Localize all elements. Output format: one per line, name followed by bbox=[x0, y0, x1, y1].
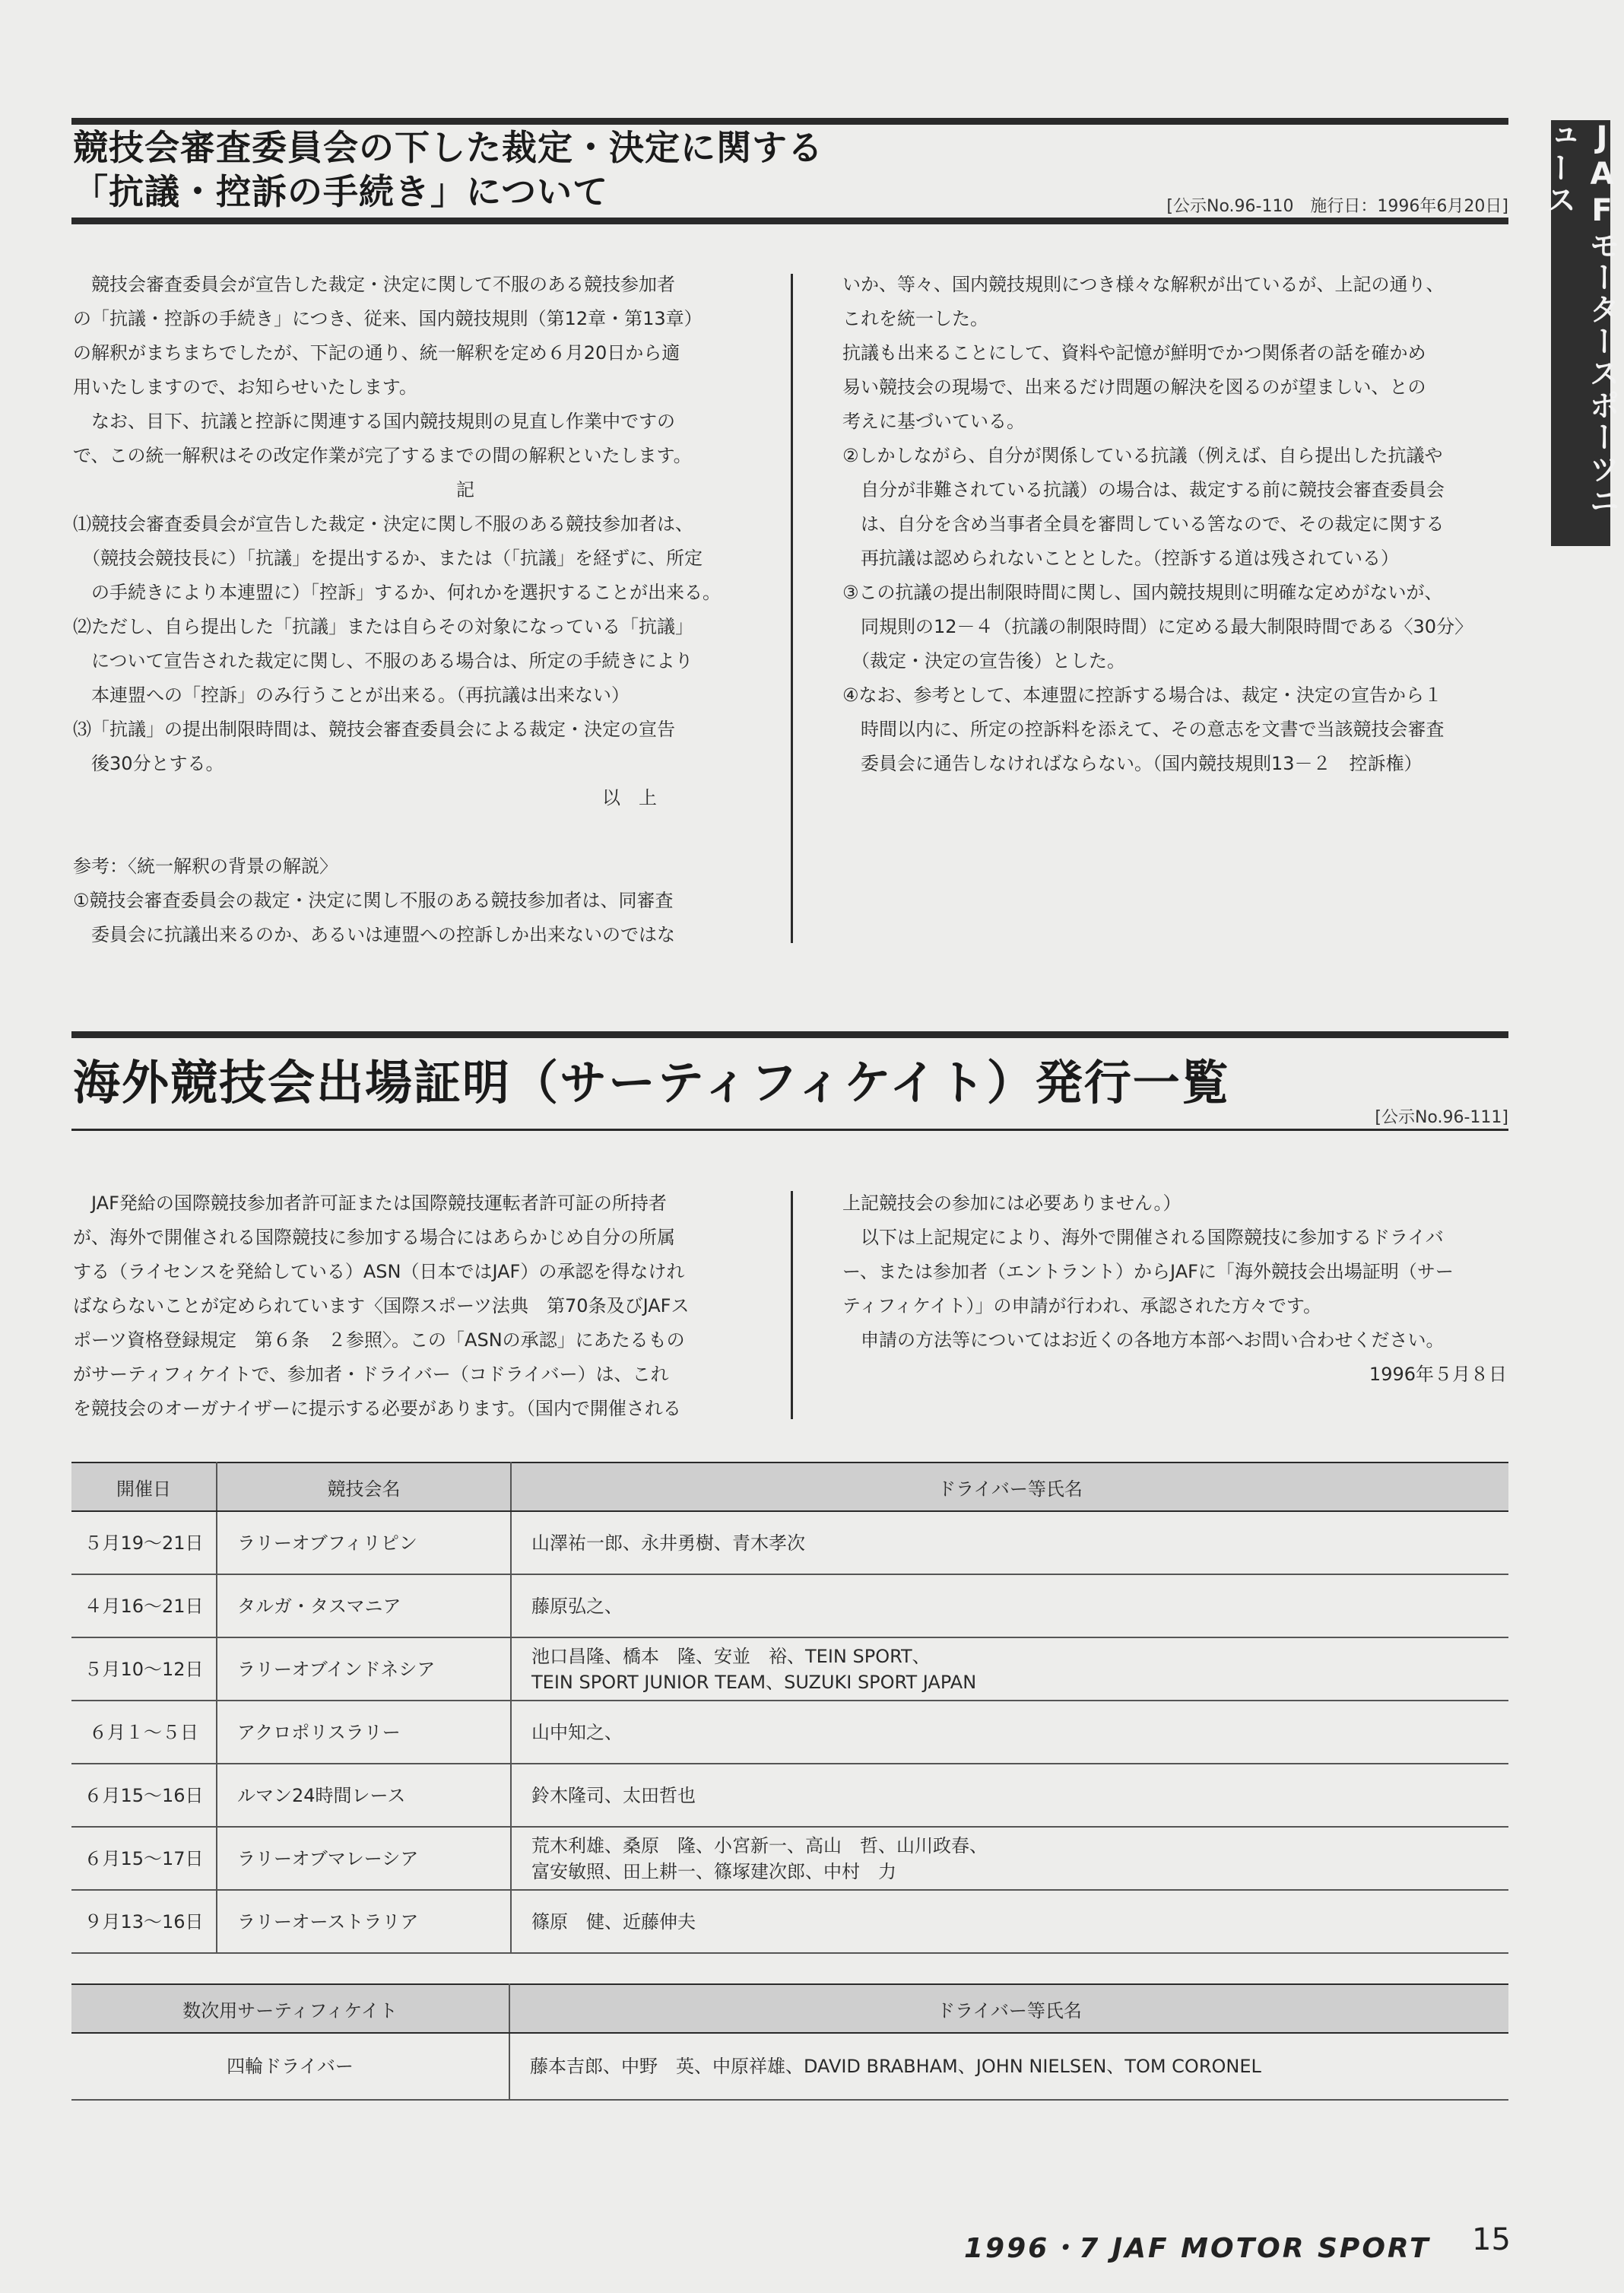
text-line: （競技会競技長に）「抗議」を提出するか、または（「抗議」を経ずに、所定 bbox=[73, 548, 703, 569]
text-line: なお、目下、抗議と控訴に関連する国内競技規則の見直し作業中ですの bbox=[73, 411, 675, 432]
text-line: 後30分とする。 bbox=[73, 753, 224, 774]
cell-drivers bbox=[511, 1827, 1508, 1890]
section1-column-divider bbox=[791, 274, 793, 943]
section2-left-column bbox=[73, 1186, 757, 1426]
header-drivers: ドライバー等氏名 bbox=[511, 1463, 1508, 1511]
text-line: ②しかしながら、自分が関係している抗議（例えば、自ら提出した抗議や bbox=[842, 445, 1443, 466]
cell-drivers bbox=[511, 1764, 1508, 1827]
section1-top-rule bbox=[71, 118, 1508, 125]
text-line: の「抗議・控訴の手続き」につき、従来、国内競技規則（第12章・第13章） bbox=[73, 308, 703, 329]
text-line: JAF発給の国際競技参加者許可証または国際競技運転者許可証の所持者 bbox=[73, 1193, 667, 1214]
cell-event: ラリーオブフィリピン bbox=[217, 1511, 511, 1574]
text-line: について宣告された裁定に関し、不服のある場合は、所定の手続きにより bbox=[73, 650, 693, 672]
text-line: 用いたしますので、お知らせいたします。 bbox=[73, 376, 417, 398]
cell-drivers: 藤本吉郎、中野 英、中原祥雄、DAVID BRABHAM、JOHN NIELSEN、TOM CORONEL bbox=[509, 2033, 1508, 2100]
cell-date: ５月19～21日 bbox=[71, 1511, 217, 1574]
header-event: 競技会名 bbox=[217, 1463, 511, 1511]
text-line: 上記競技会の参加には必要ありません。） bbox=[842, 1193, 1182, 1214]
table-row bbox=[71, 1701, 1508, 1764]
cell-drivers bbox=[511, 1511, 1508, 1574]
text-line: これを統一した。 bbox=[842, 308, 988, 329]
section2-column-divider bbox=[791, 1191, 793, 1419]
table-row bbox=[71, 2033, 1508, 2100]
drivers-line: 池口昌隆、橋本 隆、安並 裕、TEIN SPORT、 bbox=[531, 1645, 931, 1667]
cell-date: ９月13～16日 bbox=[71, 1890, 217, 1953]
text-line: ⑴競技会審査委員会が宣告した裁定・決定に関し不服のある競技参加者は、 bbox=[73, 513, 693, 535]
side-tab-label: JAFモータースポーツニュース bbox=[1551, 120, 1610, 546]
text-line: が、海外で開催される国際競技に参加する場合にはあらかじめ自分の所属 bbox=[73, 1227, 675, 1248]
text-line: ⑶「抗議」の提出制限時間は、競技会審査委員会による裁定・決定の宣告 bbox=[73, 719, 675, 740]
text-line: 申請の方法等についてはお近くの各地方本部へお問い合わせください。 bbox=[842, 1329, 1445, 1351]
section2-bottom-rule bbox=[71, 1129, 1508, 1131]
section2-right-column bbox=[842, 1186, 1511, 1392]
cell-drivers bbox=[511, 1574, 1508, 1637]
cell-date: ４月16～21日 bbox=[71, 1574, 217, 1637]
drivers-line: 篠原 健、近藤伸夫 bbox=[531, 1910, 696, 1933]
text-line: の解釈がまちまちでしたが、下記の通り、統一解釈を定め６月20日から適 bbox=[73, 342, 680, 364]
text-line: は、自分を含め当事者全員を審問している筈なので、その裁定に関する bbox=[842, 513, 1445, 535]
section1-title-line2: 「抗議・控訴の手続き」について bbox=[73, 171, 609, 212]
drivers-line: 山中知之、 bbox=[531, 1721, 623, 1743]
table-row bbox=[71, 1574, 1508, 1637]
text-line bbox=[73, 815, 742, 850]
text-line: 時間以内に、所定の控訴料を添えて、その意志を文書で当該競技会審査 bbox=[842, 719, 1445, 740]
text-line: 以 上 bbox=[73, 787, 657, 808]
text-line: 競技会審査委員会が宣告した裁定・決定に関して不服のある競技参加者 bbox=[73, 274, 675, 295]
text-line: 委員会に抗議出来るのか、あるいは連盟への控訴しか出来ないのではな bbox=[73, 924, 675, 945]
table-header-row bbox=[71, 1984, 1508, 2033]
text-line: 以下は上記規定により、海外で開催される国際競技に参加するドライバ bbox=[842, 1227, 1444, 1248]
cell-date: ５月10～12日 bbox=[71, 1637, 217, 1701]
text-line: 抗議も出来ることにして、資料や記憶が鮮明でかつ関係者の話を確かめ bbox=[842, 342, 1426, 364]
text-line: ④なお、参考として、本連盟に控訴する場合は、裁定・決定の宣告から１ bbox=[842, 684, 1443, 706]
table-row bbox=[71, 1827, 1508, 1890]
certificate-table bbox=[71, 1462, 1508, 1954]
table-row bbox=[71, 1890, 1508, 1953]
header-cert-type: 数次用サーティフィケイト bbox=[71, 1984, 509, 2033]
drivers-line: TEIN SPORT JUNIOR TEAM、SUZUKI SPORT JAPAN bbox=[531, 1671, 977, 1693]
section1-title-line1: 競技会審査委員会の下した裁定・決定に関する bbox=[73, 127, 823, 168]
text-line: 本連盟への「控訴」のみ行うことが出来る。（再抗議は出来ない） bbox=[73, 684, 630, 706]
cell-event: ラリーオブマレーシア bbox=[217, 1827, 511, 1890]
issue-date: 1996年５月８日 bbox=[1369, 1364, 1507, 1385]
drivers-line: 荒木利雄、桑原 隆、小宮新一、高山 哲、山川政春、 bbox=[531, 1834, 988, 1856]
text-line: ③この抗議の提出制限時間に関し、国内競技規則に明確な定めがないが、 bbox=[842, 582, 1443, 603]
text-line: で、この統一解釈はその改定作業が完了するまでの間の解釈といたします。 bbox=[73, 445, 692, 466]
text-line: ポーツ資格登録規定 第６条 ２参照〉。この「ASNの承認」にあたるもの bbox=[73, 1329, 685, 1351]
text-line: 自分が非難されている抗議）の場合は、裁定する前に競技会審査委員会 bbox=[842, 479, 1445, 500]
text-line: ティフィケイト）」の申請が行われ、承認された方々です。 bbox=[842, 1295, 1321, 1316]
text-line: 参考：〈統一解釈の背景の解説〉 bbox=[73, 856, 338, 877]
header-date: 開催日 bbox=[71, 1463, 217, 1511]
text-line: の手続きにより本連盟に）「控訴」するか、何れかを選択することが出来る。 bbox=[73, 582, 721, 603]
cell-date: ６月１～５日 bbox=[71, 1701, 217, 1764]
text-line: いか、等々、国内競技規則につき様々な解釈が出ているが、上記の通り、 bbox=[842, 274, 1445, 295]
section1-right-column bbox=[842, 268, 1511, 781]
section1-notice: [公示No.96-110 施行日：1996年6月20日] bbox=[1166, 197, 1508, 216]
text-line: 委員会に通告しなければならない。（国内競技規則13－２ 控訴権） bbox=[842, 753, 1423, 774]
cell-event: アクロポリスラリー bbox=[217, 1701, 511, 1764]
text-line: ⑵ただし、自ら提出した「抗議」または自らその対象になっている「抗議」 bbox=[73, 616, 693, 637]
cell-cert-type: 四輪ドライバー bbox=[71, 2033, 509, 2100]
section2-top-rule bbox=[71, 1031, 1508, 1038]
section2-notice: [公示No.96-111] bbox=[1375, 1108, 1508, 1127]
text-line: がサーティフィケイトで、参加者・ドライバー（コドライバー）は、これ bbox=[73, 1364, 669, 1385]
text-line: を競技会のオーガナイザーに提示する必要があります。（国内で開催される bbox=[73, 1398, 681, 1419]
text-line: 記 bbox=[73, 479, 474, 500]
table-row bbox=[71, 1637, 1508, 1701]
multi-certificate-table bbox=[71, 1983, 1508, 2101]
drivers-line: 山澤祐一郎、永井勇樹、青木孝次 bbox=[531, 1532, 805, 1554]
drivers-line: 鈴木隆司、太田哲也 bbox=[531, 1784, 696, 1806]
cell-drivers bbox=[511, 1890, 1508, 1953]
cell-date: ６月15～16日 bbox=[71, 1764, 217, 1827]
text-line: ばならないことが定められています〈国際スポーツ法典 第70条及びJAFス bbox=[73, 1295, 690, 1316]
text-line: （裁定・決定の宣告後）とした。 bbox=[842, 650, 1125, 672]
text-line: ー、または参加者（エントラント）からJAFに「海外競技会出場証明（サー bbox=[842, 1261, 1454, 1282]
cell-drivers bbox=[511, 1701, 1508, 1764]
cell-event: ラリーオブインドネシア bbox=[217, 1637, 511, 1701]
magazine-footer: 1996・7 JAF MOTOR SPORT bbox=[964, 2233, 1431, 2264]
text-line: ①競技会審査委員会の裁定・決定に関し不服のある競技参加者は、同審査 bbox=[73, 890, 674, 911]
section1-left-column bbox=[73, 268, 742, 952]
cell-event: ラリーオーストラリア bbox=[217, 1890, 511, 1953]
text-line: 再抗議は認められないこととした。（控訴する道は残されている） bbox=[842, 548, 1399, 569]
cell-event: タルガ・タスマニア bbox=[217, 1574, 511, 1637]
text-line: する（ライセンスを発給している）ASN（日本ではJAF）の承認を得なけれ bbox=[73, 1261, 685, 1282]
drivers-line: 富安敏照、田上耕一、篠塚建次郎、中村 力 bbox=[531, 1860, 896, 1882]
section2-title: 海外競技会出場証明（サーティフィケイト）発行一覧 bbox=[73, 1055, 1230, 1110]
cell-event: ルマン24時間レース bbox=[217, 1764, 511, 1827]
cell-date: ６月15～17日 bbox=[71, 1827, 217, 1890]
table-row bbox=[71, 1764, 1508, 1827]
section1-bottom-rule bbox=[71, 218, 1508, 224]
text-line: 同規則の12－４（抗議の制限時間）に定める最大制限時間である〈30分〉 bbox=[842, 616, 1473, 637]
table-header-row bbox=[71, 1463, 1508, 1511]
cell-drivers bbox=[511, 1637, 1508, 1701]
page-number: 15 bbox=[1472, 2222, 1511, 2257]
text-line: 考えに基づいている。 bbox=[842, 411, 1025, 432]
table-row bbox=[71, 1511, 1508, 1574]
drivers-line: 藤原弘之、 bbox=[531, 1595, 623, 1617]
text-line: 易い競技会の現場で、出来るだけ問題の解決を図るのが望ましい、との bbox=[842, 376, 1426, 398]
header-drivers: ドライバー等氏名 bbox=[509, 1984, 1508, 2033]
